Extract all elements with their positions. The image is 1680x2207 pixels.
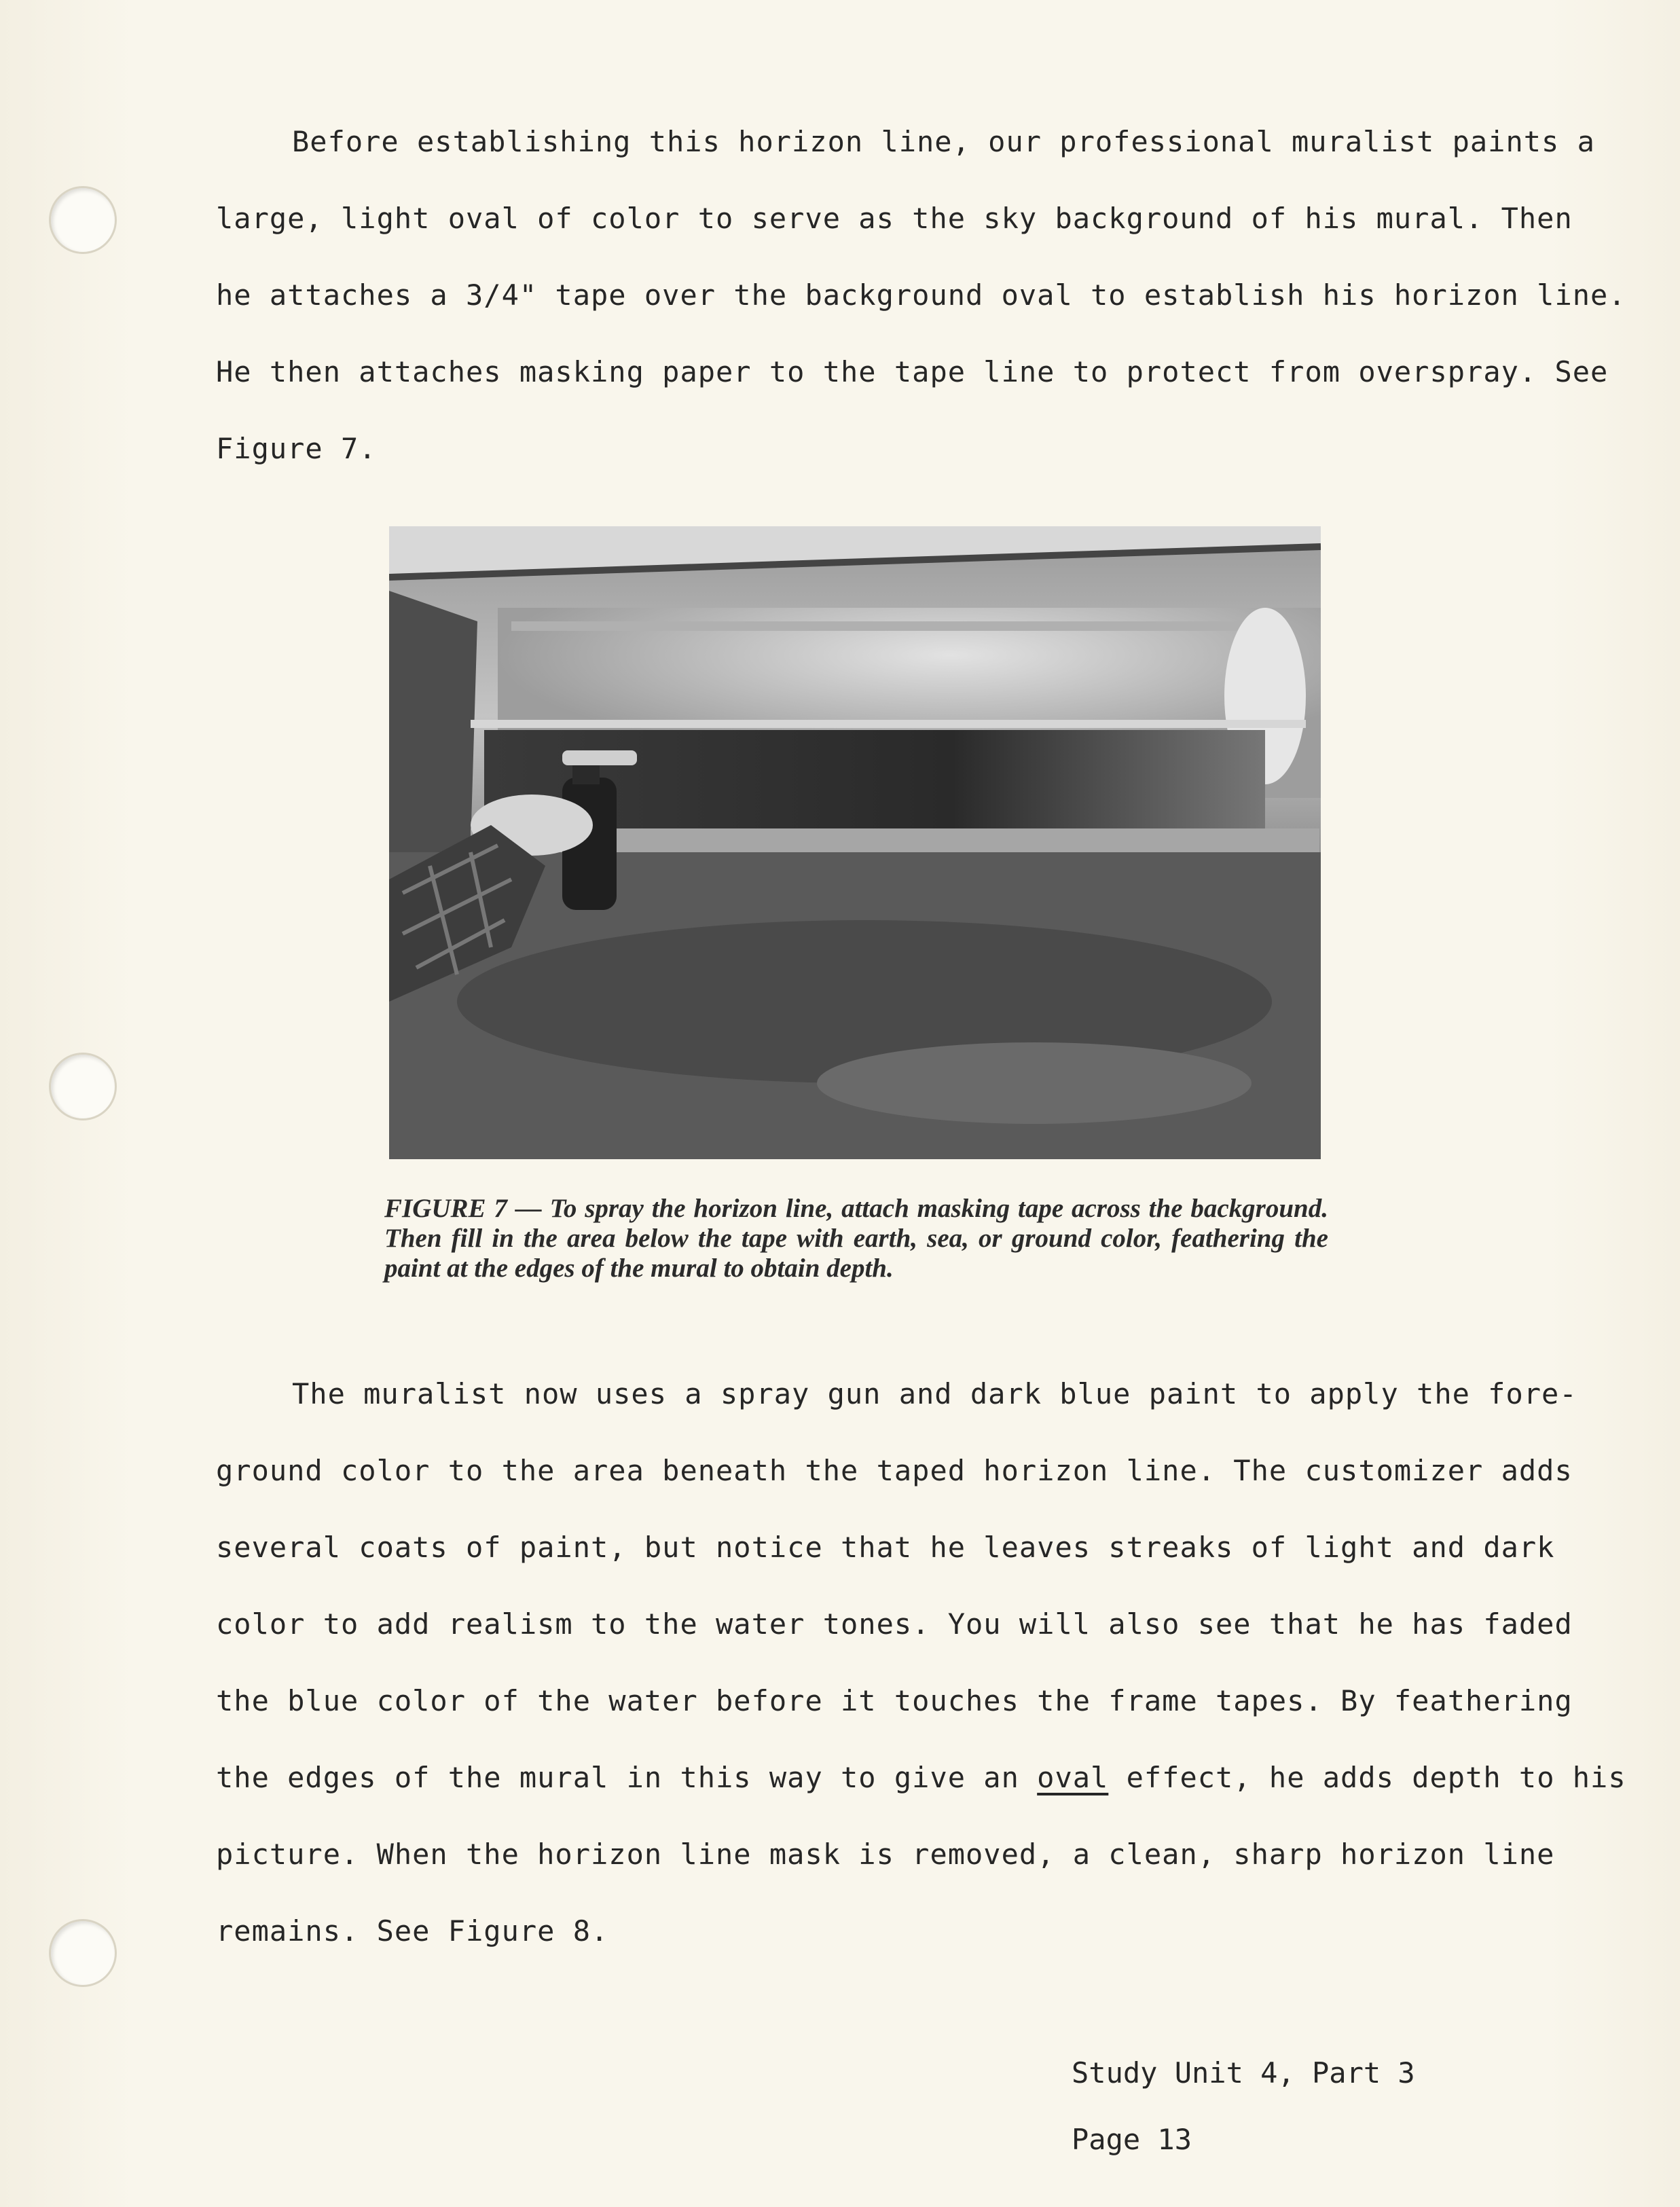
paragraph-line: the blue color of the water before it touches the frame tapes. By feathering xyxy=(216,1684,1573,1717)
paragraph-line: several coats of paint, but notice that he leaves streaks of light and dark xyxy=(216,1531,1555,1564)
study-unit-label: Study Unit 4, Part 3 xyxy=(1072,2056,1415,2090)
paragraph-line: The muralist now uses a spray gun and dark blue paint to apply the fore- xyxy=(292,1377,1577,1410)
van-spray-photo xyxy=(389,526,1321,1159)
paragraph-line: Figure 7. xyxy=(216,432,377,465)
paragraph-line: remains. See Figure 8. xyxy=(216,1914,609,1948)
paragraph-muralist xyxy=(216,1355,1626,1969)
underlined-word: oval xyxy=(1037,1761,1109,1794)
paragraph-intro xyxy=(216,103,1626,487)
paragraph-line: color to add realism to the water tones. You will also see that he has faded xyxy=(216,1607,1573,1641)
paragraph-line: the edges of the mural in this way to give an oval effect, he adds depth to his xyxy=(216,1761,1626,1794)
figure-photo xyxy=(389,526,1321,1159)
binder-hole-bottom xyxy=(49,1919,117,1987)
binder-hole-top xyxy=(49,186,117,254)
figure-caption: FIGURE 7 — To spray the horizon line, attach masking tape across the background. Then fill in the area below the tape with earth, sea, or ground color, feathering the paint at the edges of the mural to obtain depth. xyxy=(384,1194,1328,1283)
paragraph-line: large, light oval of color to serve as the sky background of his mural. Then xyxy=(216,202,1573,235)
binder-hole-middle xyxy=(49,1053,117,1120)
paragraph-line: Before establishing this horizon line, our professional muralist paints a xyxy=(292,125,1595,158)
paragraph-line: ground color to the area beneath the taped horizon line. The customizer adds xyxy=(216,1454,1573,1487)
paragraph-line: picture. When the horizon line mask is removed, a clean, sharp horizon line xyxy=(216,1838,1555,1871)
paragraph-line: He then attaches masking paper to the tape line to protect from overspray. See xyxy=(216,355,1609,388)
paragraph-line: he attaches a 3/4" tape over the background oval to establish his horizon line. xyxy=(216,278,1626,312)
page-number: Page 13 xyxy=(1072,2123,1192,2156)
